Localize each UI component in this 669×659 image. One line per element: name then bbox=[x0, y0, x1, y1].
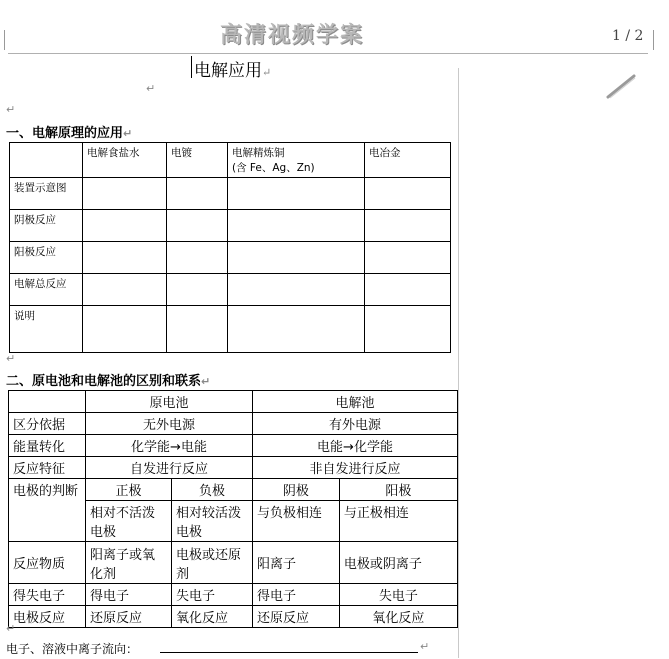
footer-label: 电子、溶液中离子流向： bbox=[6, 642, 139, 656]
table-cell bbox=[9, 391, 86, 413]
row-label: 电极反应 bbox=[9, 606, 86, 628]
table-cell: 还原反应 bbox=[253, 606, 340, 628]
return-mark: ↵ bbox=[420, 640, 430, 653]
row-label: 电极的判断 bbox=[9, 479, 86, 542]
table-row bbox=[9, 542, 458, 584]
row-label: 说明 bbox=[10, 306, 83, 353]
table-cell: 还原反应 bbox=[86, 606, 172, 628]
table-cell: 与负极相连 bbox=[253, 501, 340, 542]
table-cell: 电极或阴离子 bbox=[339, 542, 457, 584]
table-header-row bbox=[9, 391, 458, 413]
table-header-cell: 电冶金 bbox=[365, 143, 451, 178]
row-label: 反应物质 bbox=[9, 542, 86, 584]
comparison-table bbox=[8, 390, 458, 628]
table-cell: 失电子 bbox=[339, 584, 457, 606]
application-table bbox=[9, 142, 451, 353]
table-header-cell: 原电池 bbox=[86, 391, 253, 413]
row-label: 阳极反应 bbox=[10, 242, 83, 274]
table-cell: 相对较活泼电极 bbox=[172, 501, 253, 542]
table-cell: 电能→化学能 bbox=[253, 435, 458, 457]
table-row bbox=[9, 479, 458, 501]
section1-heading: 一、电解原理的应用↵ bbox=[6, 126, 133, 141]
table-row bbox=[10, 178, 451, 210]
row-label: 电解总反应 bbox=[10, 274, 83, 306]
table-cell: 非自发进行反应 bbox=[253, 457, 458, 479]
section2-heading: 二、原电池和电解池的区别和联系↵ bbox=[6, 374, 211, 389]
table-row bbox=[9, 413, 458, 435]
table-cell: 得电子 bbox=[253, 584, 340, 606]
return-mark: ↵ bbox=[6, 352, 16, 365]
table-cell: 阳离子或氧化剂 bbox=[86, 542, 172, 584]
table-cell: 无外电源 bbox=[86, 413, 253, 435]
return-mark: ↵ bbox=[6, 622, 16, 635]
table-cell: 化学能→电能 bbox=[86, 435, 253, 457]
return-mark: ↵ bbox=[6, 103, 16, 116]
table-cell: 电极或还原剂 bbox=[172, 542, 253, 584]
table-cell: 得电子 bbox=[86, 584, 172, 606]
table-header-cell bbox=[228, 143, 365, 178]
refine-label: 电解精炼铜 bbox=[232, 147, 285, 159]
table-cell: 氧化反应 bbox=[339, 606, 457, 628]
refine-note: (含 Fe、Ag、Zn) bbox=[232, 162, 315, 174]
table-cell: 失电子 bbox=[172, 584, 253, 606]
row-label: 阴极反应 bbox=[10, 210, 83, 242]
table-cell bbox=[10, 143, 83, 178]
table-cell: 阳离子 bbox=[253, 542, 340, 584]
table-row bbox=[9, 457, 458, 479]
return-mark: ↵ bbox=[123, 127, 133, 140]
header-corner-left bbox=[4, 30, 8, 50]
table-cell: 阴极 bbox=[253, 479, 340, 501]
table-cell: 有外电源 bbox=[253, 413, 458, 435]
table-row bbox=[10, 306, 451, 353]
table-cell: 负极 bbox=[172, 479, 253, 501]
table-header-cell: 电解食盐水 bbox=[83, 143, 167, 178]
table-cell: 自发进行反应 bbox=[86, 457, 253, 479]
table-header-row bbox=[10, 143, 451, 178]
table-header-cell: 电解池 bbox=[253, 391, 458, 413]
table-row bbox=[9, 606, 458, 628]
table-row bbox=[10, 242, 451, 274]
header-corner-right bbox=[650, 30, 654, 50]
row-label: 装置示意图 bbox=[10, 178, 83, 210]
row-label: 得失电子 bbox=[9, 584, 86, 606]
header-divider bbox=[8, 53, 648, 54]
pen-icon[interactable] bbox=[604, 72, 640, 100]
table-row bbox=[10, 210, 451, 242]
return-mark: ↵ bbox=[146, 82, 156, 95]
table-header-cell: 电镀 bbox=[167, 143, 228, 178]
header-title: 高清视频学案 bbox=[220, 23, 365, 48]
text-cursor bbox=[191, 56, 192, 78]
table-row bbox=[9, 435, 458, 457]
return-mark: ↵ bbox=[201, 375, 211, 388]
table-cell: 与正极相连 bbox=[339, 501, 457, 542]
table-cell: 正极 bbox=[86, 479, 172, 501]
return-mark: ↵ bbox=[262, 66, 272, 79]
table-cell: 相对不活泼电极 bbox=[86, 501, 172, 542]
table-cell: 阳极 bbox=[339, 479, 457, 501]
page-number: 1 / 2 bbox=[612, 28, 644, 44]
table-row bbox=[10, 274, 451, 306]
document-title: 电解应用↵ bbox=[194, 61, 272, 81]
row-label: 区分依据 bbox=[9, 413, 86, 435]
row-label: 能量转化 bbox=[9, 435, 86, 457]
table-row bbox=[9, 584, 458, 606]
table-cell: 氧化反应 bbox=[172, 606, 253, 628]
margin-guide bbox=[458, 68, 459, 658]
answer-blank[interactable] bbox=[160, 652, 418, 653]
row-label: 反应特征 bbox=[9, 457, 86, 479]
